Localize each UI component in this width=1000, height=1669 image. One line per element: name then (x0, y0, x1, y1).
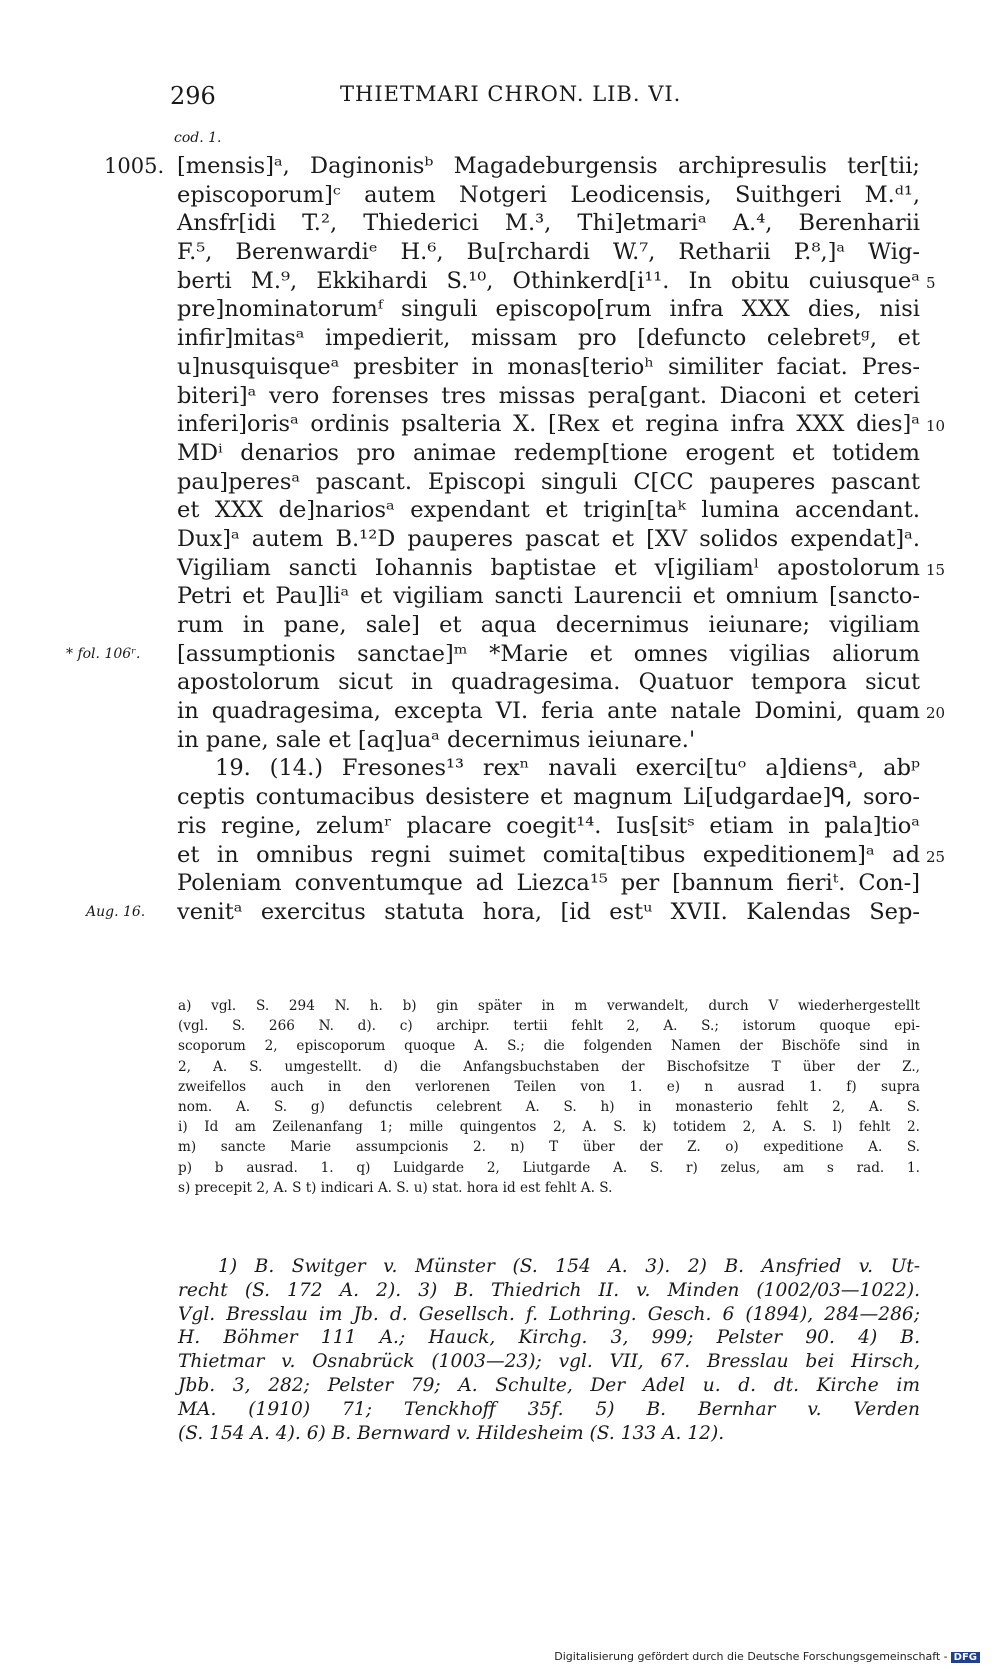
footnote-line: recht (S. 172 A. 2). 3) B. Thiedrich II. v. Minden (1002/03—1022). (178, 1279, 920, 1301)
text-line (0, 382, 1000, 411)
digitization-credit (554, 1650, 980, 1663)
text-line-content: et XXX de]nariosᵃ expendant et trigin[taᵏ lumina accendant. (177, 497, 920, 524)
text-line-content: pre]nominatorumᶠ singuli episcopo[rum infra XXX dies, nisi (177, 296, 920, 323)
text-line (0, 209, 1000, 238)
line-number: 10 (926, 417, 946, 436)
text-line (0, 439, 1000, 468)
text-line (0, 324, 1000, 353)
text-line-content: Poleniam conventumque ad Liezca¹⁵ per [bannum fieriᵗ. Con-] (177, 870, 920, 897)
text-line (0, 783, 1000, 812)
footnote-line: (S. 154 A. 4). 6) B. Bernward v. Hildesheim (S. 133 A. 12). (178, 1422, 725, 1444)
text-line-content: rum in pane, sale] et aqua decernimus ieiunare; vigiliam (177, 612, 920, 638)
text-line-content: inferi]orisᵃ ordinis psalteria X. [Rex et regina infra XXX dies]ᵃ (177, 411, 920, 438)
text-line-content: Ansfr[idi T.², Thiederici M.³, Thi]etmariᵃ A.⁴, Berenharii (177, 210, 920, 237)
text-line-content: in quadragesima, excepta VI. feria ante natale Domini, quam (177, 698, 920, 725)
text-line-content: F.⁵, Berenwardiᵉ H.⁶, Bu[rchardi W.⁷, Retharii P.⁸,]ᵃ Wig- (177, 239, 920, 266)
footnote-line: MA. (1910) 71; Tenckhoff 35f. 5) B. Bernhar v. Verden (178, 1398, 920, 1420)
footnote-line: Vgl. Bresslau im Jb. d. Gesellsch. f. Lothring. Gesch. 6 (1894), 284—286; (178, 1303, 920, 1325)
running-header (170, 82, 930, 116)
text-line (0, 841, 1000, 870)
text-line-content: pau]peresᵃ pascant. Episcopi singuli C[CC pauperes pascant (177, 468, 920, 495)
text-line-content: Petri et Pau]liᵃ et vigiliam sancti Laurencii et omnium [sancto- (177, 583, 920, 610)
apparatus-line: (vgl. S. 266 N. d). c) archipr. tertii fehlt 2, A. S.; istorum quoque epi- (178, 1018, 920, 1035)
text-line (0, 152, 1000, 181)
apparatus-line: m) sancte Marie assumpcionis 2. n) T über der Z. o) expeditione A. S. (178, 1139, 920, 1156)
text-line-content: berti M.⁹, Ekkihardi S.¹⁰, Othinkerd[i¹¹. In obitu cuiusqueᵃ (177, 267, 920, 294)
text-line-content: venitᵃ exercitus statuta hora, [id estᵘ XVII. Kalendas Sep- (177, 898, 920, 925)
footnote-line: Jbb. 3, 282; Pelster 79; A. Schulte, Der Adel u. d. dt. Kirche im (178, 1374, 920, 1396)
text-line-content: Vigiliam sancti Iohannis baptistae et v[igiliamˡ apostolorum (177, 554, 920, 581)
text-line-content: Dux]ᵃ autem B.¹²D pauperes pascat et [XV solidos expendat]ᵃ. (177, 525, 920, 552)
critical-apparatus (178, 996, 920, 1198)
text-line-content: apostolorum sicut in quadragesima. Quatuor tempora sicut (177, 669, 920, 696)
text-line (0, 295, 1000, 324)
text-line-content: 19. (14.) Fresones¹³ rexⁿ navali exerci[tuᵒ a]diensᵃ, abᵖ (215, 755, 920, 782)
apparatus-line: scoporum 2, episcoporum quoque A. S.; die folgenden Namen der Bischöfe sind in (178, 1038, 920, 1055)
codex-label: cod. 1. (174, 130, 222, 146)
footnote-line: H. Böhmer 111 A.; Hauck, Kirchg. 3, 999; Pelster 90. 4) B. (178, 1327, 920, 1349)
text-line (0, 496, 1000, 525)
text-line (0, 353, 1000, 382)
footnotes (178, 1255, 920, 1445)
apparatus-line: 2, A. S. umgestellt. d) die Anfangsbuchstaben der Bischofsitze T über der Z., (178, 1058, 920, 1075)
apparatus-line: nom. A. S. g) defunctis celebrent A. S. h) in monasterio fehlt 2, A. S. (178, 1098, 920, 1115)
text-line (0, 668, 1000, 697)
text-line (0, 525, 1000, 554)
footnote-line: 1) B. Switger v. Münster (S. 154 A. 3). 2) B. Ansfried v. Ut- (218, 1256, 920, 1277)
text-line-content: [assumptionis sanctae]ᵐ *Marie et omnes vigilias aliorum (177, 640, 920, 667)
line-number: 5 (926, 273, 936, 292)
text-line-content: infir]mitasᵃ impedierit, missam pro [defuncto celebretᵍ, et (177, 325, 920, 352)
footnote-line: Thietmar v. Osnabrück (1003—23); vgl. VII, 67. Bresslau bei Hirsch, (178, 1351, 920, 1373)
text-line-content: ceptis contumacibus desistere et magnum Li[udgardae]ᑫ, soro- (177, 784, 920, 811)
running-title: THIETMARI CHRON. LIB. VI. (340, 82, 682, 106)
text-line-content: episcoporum]ᶜ autem Notgeri Leodicensis, Suithgeri M.ᵈ¹, (177, 181, 920, 208)
text-line-content: in pane, sale et [aq]uaᵃ decernimus ieiunare.' (177, 726, 696, 753)
apparatus-line: i) Id am Zeilenanfang 1; mille quingentos 2, A. S. k) totidem 2, A. S. l) fehlt 2. (178, 1119, 920, 1136)
dfg-logo: DFG (951, 1652, 980, 1663)
text-line (0, 468, 1000, 497)
text-line-content: MDⁱ denarios pro animae redemp[tione erogent et totidem (177, 439, 920, 466)
text-line (0, 611, 1000, 640)
text-line (0, 410, 1000, 439)
text-line (0, 238, 1000, 267)
text-line-content: [mensis]ᵃ, Daginonisᵇ Magadeburgensis archipresulis ter[tii; (177, 153, 920, 179)
text-line (0, 554, 1000, 583)
text-line (0, 181, 1000, 210)
text-line (0, 640, 1000, 669)
year-marginal: 1005. (104, 154, 165, 178)
apparatus-line: s) precepit 2, A. S t) indicari A. S. u) stat. hora id est fehlt A. S. (178, 1179, 613, 1196)
line-number: 20 (926, 704, 946, 723)
text-line-content: u]nusquisqueᵃ presbiter in monas[terioʰ similiter faciat. Pres- (177, 353, 920, 380)
text-line (0, 582, 1000, 611)
text-line-content: ris regine, zelumʳ placare coegit¹⁴. Ius[sitˢ etiam in pala]tioᵃ (177, 812, 920, 839)
text-line (0, 754, 1000, 783)
text-line (0, 726, 1000, 755)
line-number: 15 (926, 560, 946, 579)
text-line (0, 697, 1000, 726)
margin-note: * fol. 106ʳ. (66, 645, 141, 662)
text-line-content: biteri]ᵃ vero forenses tres missas pera[gant. Diaconi et ceteri (177, 382, 920, 409)
margin-note: Aug. 16. (86, 903, 146, 920)
credit-text: Digitalisierung gefördert durch die Deutsche Forschungsgemeinschaft - (554, 1650, 948, 1663)
text-line (0, 898, 1000, 927)
page-number: 296 (170, 82, 216, 110)
apparatus-line: a) vgl. S. 294 N. h. b) gin später in m verwandelt, durch V wiederhergestellt (178, 998, 920, 1014)
text-line (0, 812, 1000, 841)
text-line (0, 267, 1000, 296)
main-text (0, 152, 1000, 927)
text-line-content: et in omnibus regni suimet comita[tibus expeditionem]ᵃ ad (177, 841, 920, 868)
text-line (0, 869, 1000, 898)
apparatus-line: p) b ausrad. 1. q) Luidgarde 2, Liutgarde A. S. r) zelus, am s rad. 1. (178, 1159, 920, 1176)
apparatus-line: zweifellos auch in den verlorenen Teilen von 1. e) n ausrad 1. f) supra (178, 1078, 920, 1095)
line-number: 25 (926, 847, 946, 866)
